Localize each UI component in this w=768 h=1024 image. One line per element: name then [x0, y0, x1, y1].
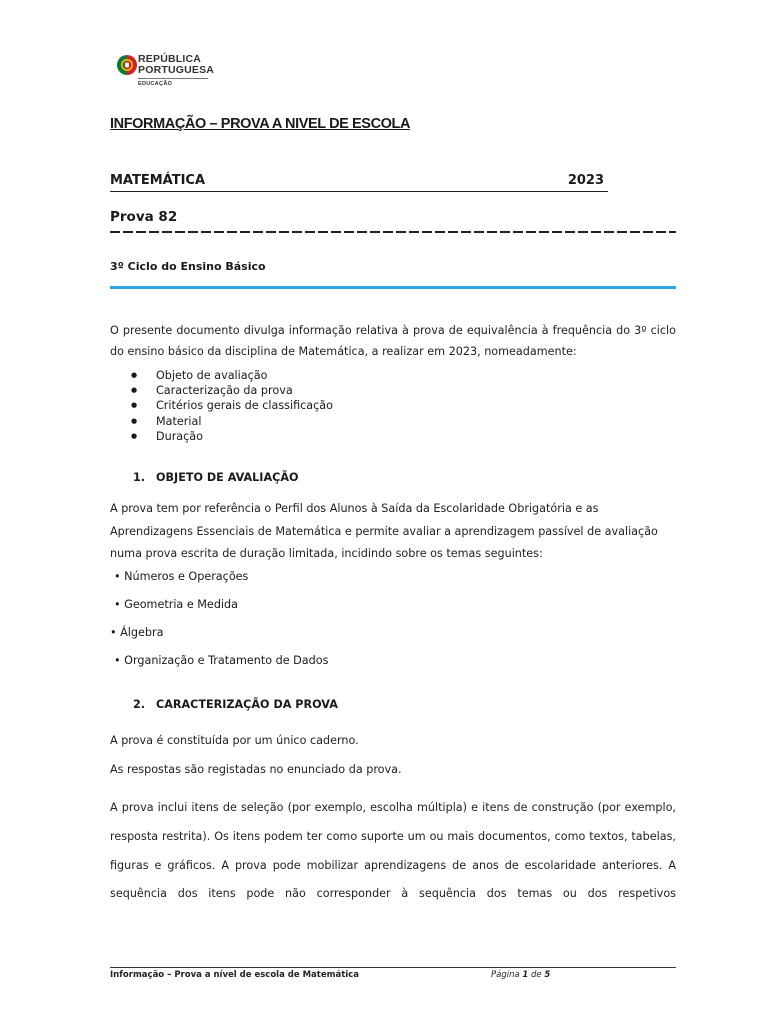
section-1-heading: [133, 471, 299, 484]
list-item: • Geometria e Medida: [114, 598, 238, 611]
subject-label: MATEMÁTICA: [110, 173, 206, 188]
list-item: ● Material: [110, 414, 333, 429]
list-item: ● Objeto de avaliação: [110, 368, 333, 383]
coat-of-arms-icon: [116, 54, 138, 76]
section-2-paragraph-3: A prova inclui itens de seleção (por exemplo, escolha múltipla) e itens de construção (por exemplo, resposta restrita). Os itens podem ter como suporte um ou mais documentos, como textos, tabelas, figuras e gráficos. A prova pode mobilizar aprendizagens de anos de escolaridade anteriores. A sequência dos itens pode não corresponder à sequência dos temas ou dos respetivos: [110, 801, 676, 901]
footer-title: Informação – Prova a nível de escola de Matemática: [110, 970, 359, 980]
logo-text: [138, 54, 214, 87]
intro-paragraph: O presente documento divulga informação relativa à prova de equivalência à frequência do 3º ciclo do ensino básico da disciplina de Matemática, a realizar em 2023, nomeadamente:: [110, 324, 676, 358]
section-2-heading: [133, 698, 338, 711]
section-1-paragraph: A prova tem por referência o Perfil dos Alunos à Saída da Escolaridade Obrigatória e as Aprendizagens Essenciais de Matemática e permite avaliar a aprendizagem passível de avaliação numa prova escrita de duração limitada, incidindo sobre os temas seguintes:: [110, 502, 658, 560]
ciclo-label: 3º Ciclo do Ensino Básico: [110, 260, 266, 273]
accent-divider: [110, 286, 676, 289]
list-item: • Álgebra: [110, 626, 164, 639]
section-2-title: CARACTERIZAÇÃO DA PROVA: [156, 698, 338, 711]
page-number: 1: [522, 970, 529, 980]
logo-line-portuguesa: PORTUGUESA: [138, 64, 215, 76]
footer-divider: [110, 967, 676, 968]
document-title: INFORMAÇÃO – PROVA A NIVEL DE ESCOLA: [110, 116, 411, 132]
subject-row: [110, 173, 608, 192]
logo-line-republica: REPÚBLICA: [138, 53, 202, 65]
section-2-paragraph-2: As respostas são registadas no enunciado da prova.: [110, 763, 402, 776]
list-item: ● Duração: [110, 429, 333, 444]
prova-number: Prova 82: [110, 209, 178, 225]
section-1-number: 1.: [133, 471, 146, 484]
section-2-number: 2.: [133, 698, 146, 711]
page-total: 5: [544, 970, 551, 980]
page-label: Página: [491, 970, 520, 980]
dashed-divider: [110, 229, 676, 237]
section-2-paragraph-1: A prova é constituída por um único caderno.: [110, 734, 359, 747]
list-item: • Números e Operações: [114, 570, 249, 583]
year-label: 2023: [567, 173, 604, 188]
of-label: de: [531, 970, 542, 980]
list-item: • Organização e Tratamento de Dados: [114, 654, 329, 667]
logo-line-educacao: EDUCAÇÃO: [138, 81, 173, 87]
list-item: ● Caracterização da prova: [110, 383, 333, 398]
list-item: ● Critérios gerais de classificação: [110, 398, 333, 413]
page-indicator: [491, 970, 550, 980]
intro-list: [110, 368, 333, 444]
section-1-title: OBJETO DE AVALIAÇÃO: [156, 471, 299, 484]
logo-divider: [138, 78, 208, 79]
